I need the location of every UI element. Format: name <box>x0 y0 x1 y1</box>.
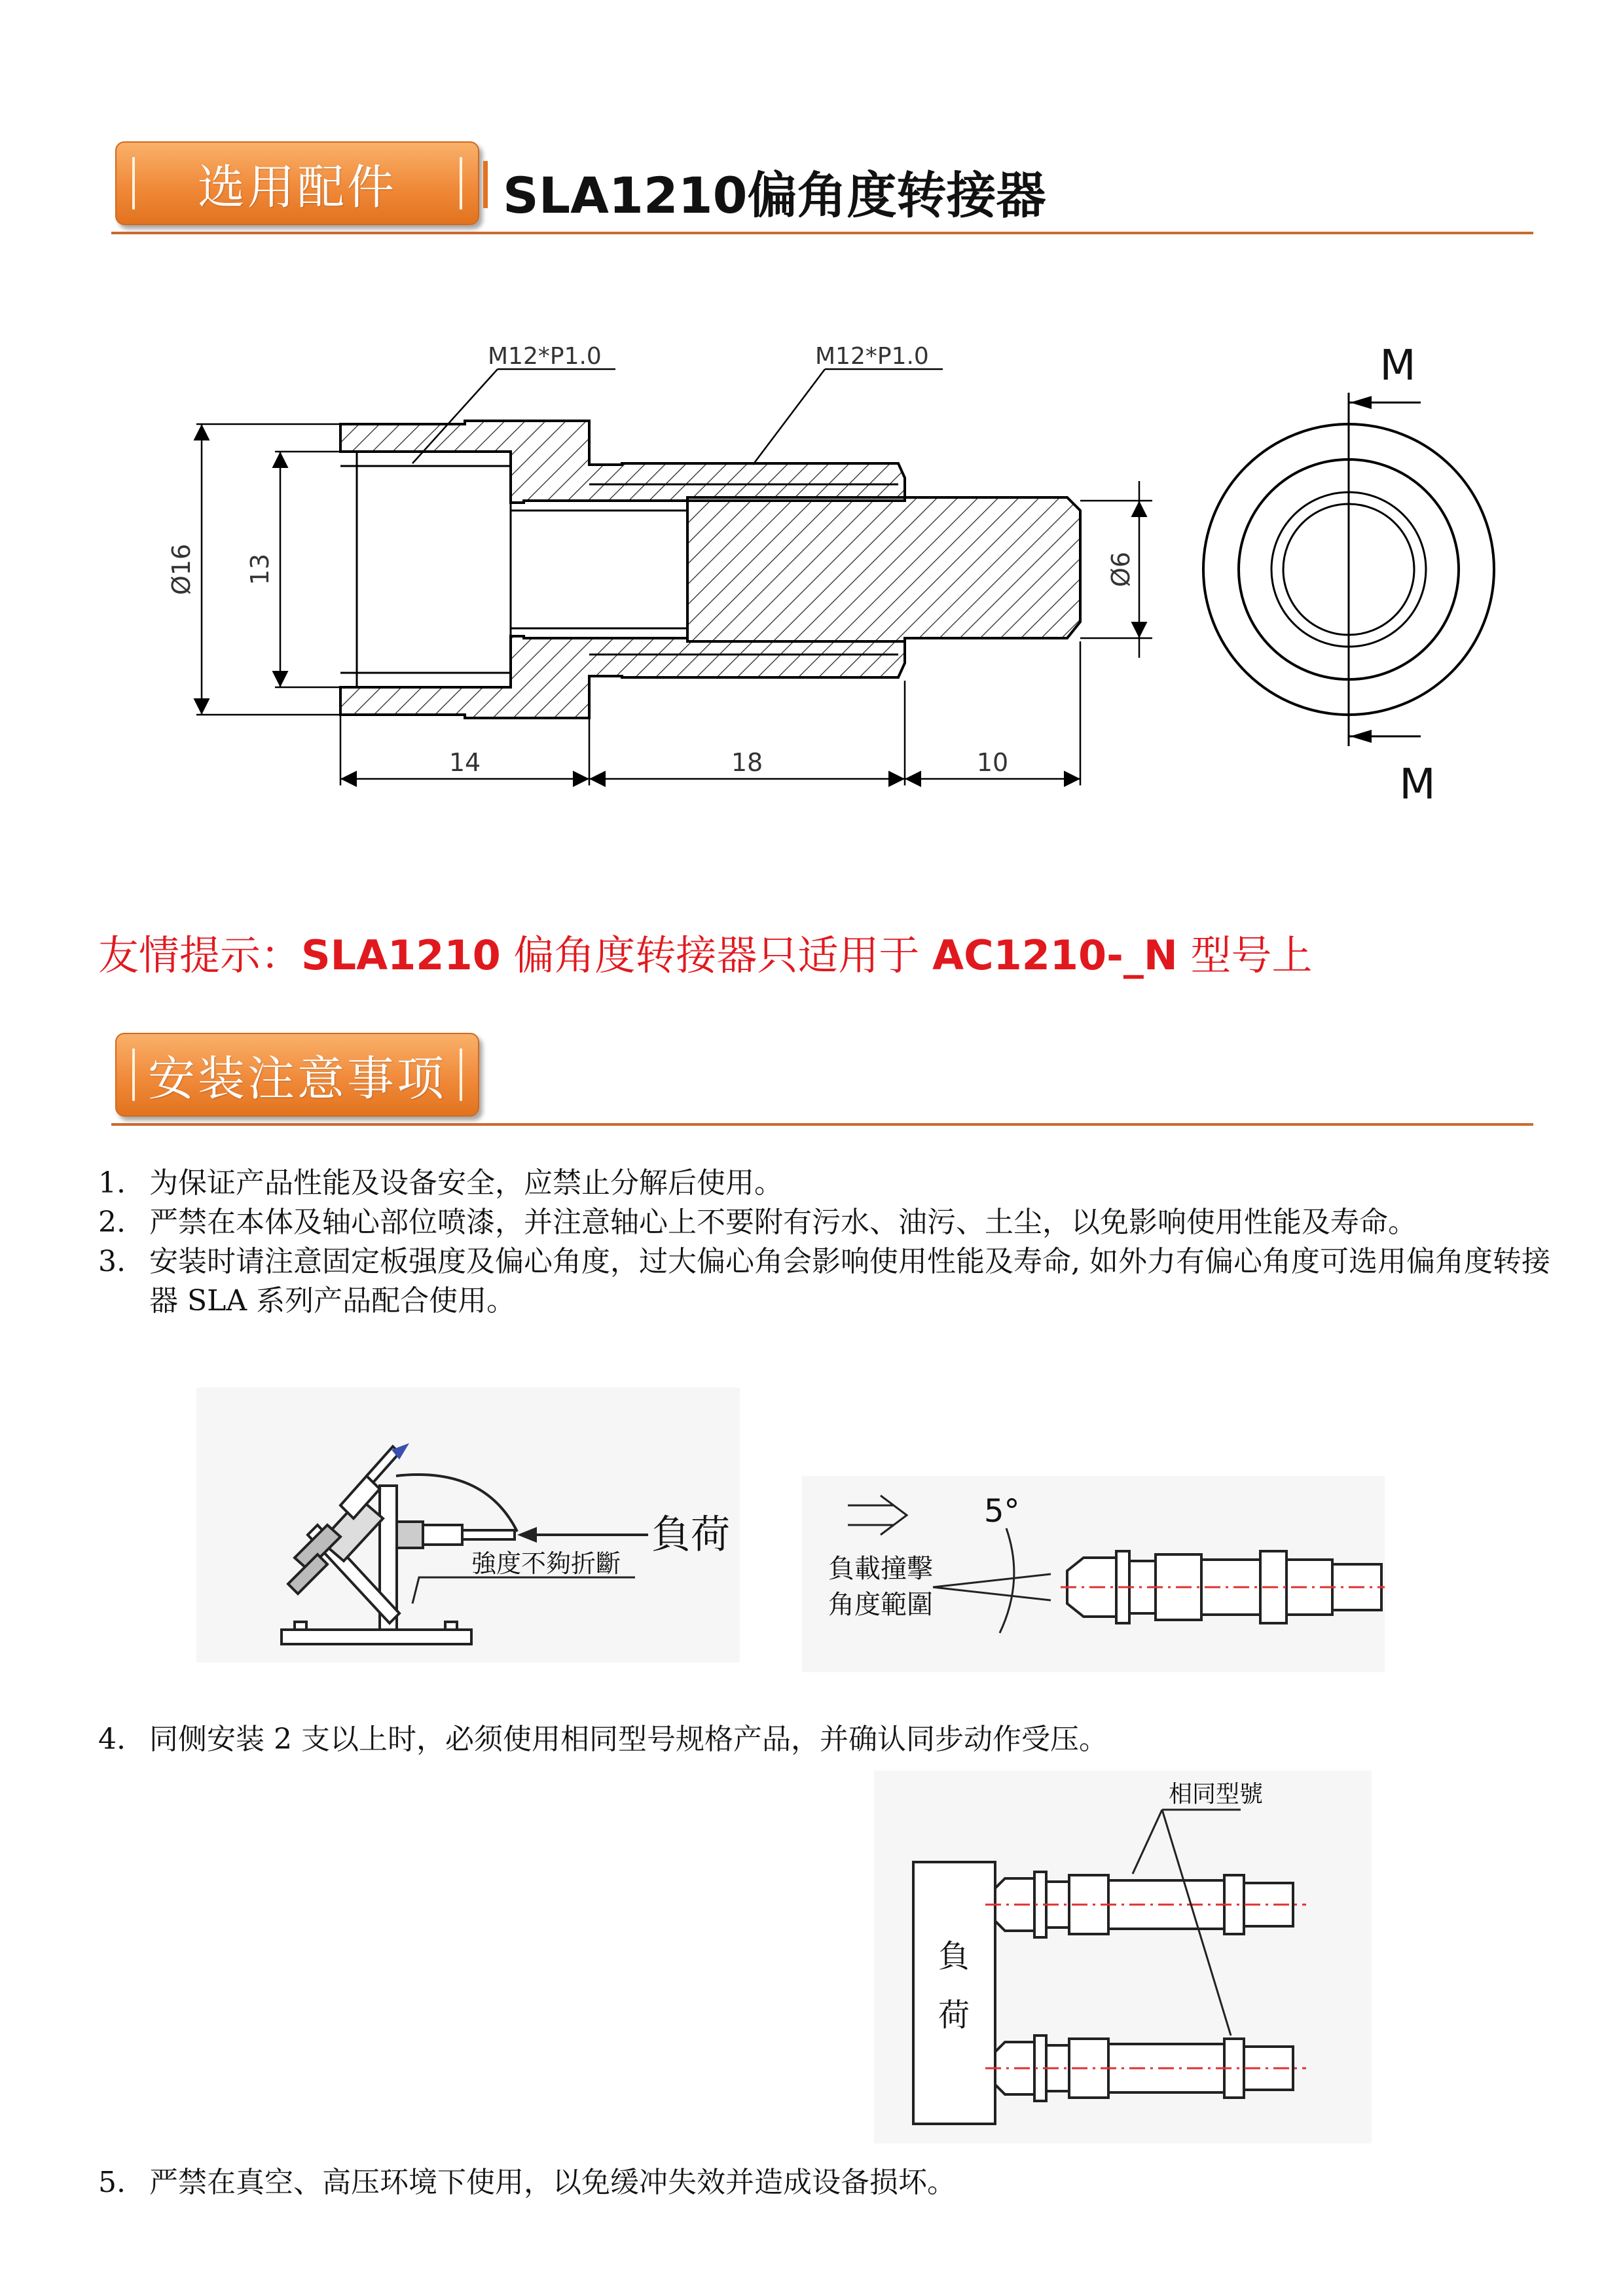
fig2-range-line2: 角度範圍 <box>828 1590 933 1620</box>
tip-prefix: 友情提示： <box>98 931 302 979</box>
tip-model: SLA1210 <box>301 931 501 979</box>
page-title: SLA1210偏角度转接器 <box>503 166 1046 224</box>
fig3-load-char2: 荷 <box>938 1997 970 2034</box>
section-tab-label: 选用配件 <box>197 160 397 215</box>
section-tab <box>115 141 479 225</box>
section-arrows <box>1350 396 1372 743</box>
dim-inner-height: 13 <box>246 553 274 586</box>
note-text: 安装时请注意固定板强度及偏心角度，过大偏心角会影响使用性能及寿命, 如外力有偏心角度可选用偏角度转接器 SLA 系列产品配合使用。 <box>149 1245 1550 1318</box>
figure-bracket-overload <box>196 1388 740 1662</box>
callout-thread-left: M12*P1.0 <box>488 343 602 370</box>
compatibility-tip <box>98 923 1313 981</box>
header-separator <box>483 161 488 208</box>
note-number: 5. <box>98 2166 126 2199</box>
tip-suffix: 型号上 <box>1177 931 1313 979</box>
note-number: 4. <box>98 1723 126 1756</box>
fig1-load-label: 負荷 <box>651 1512 730 1558</box>
header-rule <box>111 1123 1533 1126</box>
fig2-range-line1: 負載撞擊 <box>828 1554 933 1584</box>
note-number: 3. <box>98 1245 126 1278</box>
callout-thread-right: M12*P1.0 <box>815 343 929 370</box>
technical-drawing <box>0 314 1623 838</box>
section-tab <box>115 1033 479 1117</box>
note-text: 为保证产品性能及设备安全，应禁止分解后使用。 <box>149 1166 783 1200</box>
note-number: 2. <box>98 1206 126 1239</box>
notes-list-4 <box>98 1720 1577 1759</box>
section-tab-label: 安装注意事项 <box>147 1051 447 1106</box>
note-number: 1. <box>98 1166 126 1200</box>
dim-shaft-diameter: Ø6 <box>1106 551 1135 588</box>
header-rule <box>111 232 1533 234</box>
section-header-installation <box>111 1028 1533 1126</box>
list-item <box>98 1164 1577 1203</box>
notes-list-top <box>98 1164 1577 1321</box>
list-item <box>98 1242 1577 1321</box>
list-item <box>98 2163 1577 2202</box>
notes-list-5 <box>98 2163 1577 2202</box>
adapter-end-view <box>1203 393 1494 746</box>
figure-angle-range <box>802 1476 1385 1672</box>
fig3-load-char1: 負 <box>938 1938 970 1975</box>
dim-outer-diameter: Ø16 <box>167 543 196 596</box>
tip-middle: 偏角度转接器只适用于 <box>500 931 933 979</box>
figure-parallel-mounting <box>874 1770 1372 2144</box>
section-mark-top: M <box>1379 342 1416 390</box>
tip-target-model: AC1210-_N <box>932 931 1178 979</box>
list-item <box>98 1720 1577 1759</box>
dim-length-3: 10 <box>976 748 1009 777</box>
section-mark-bottom: M <box>1399 761 1436 809</box>
list-item <box>98 1203 1577 1242</box>
note-text: 严禁在本体及轴心部位喷漆，并注意轴心上不要附有污水、油污、土尘，以免影响使用性能及寿命。 <box>149 1206 1417 1239</box>
section-header-accessories <box>111 136 1533 234</box>
fig2-angle-label: 5° <box>984 1493 1020 1530</box>
fig3-same-model-label: 相同型號 <box>1169 1781 1264 1808</box>
fig1-break-label: 強度不夠折斷 <box>471 1549 621 1578</box>
dim-length-1: 14 <box>448 748 481 777</box>
note-text: 严禁在真空、高压环境下使用，以免缓冲失效并造成设备损坏。 <box>149 2166 956 2199</box>
note-text: 同侧安装 2 支以上时，必须使用相同型号规格产品，并确认同步动作受压。 <box>149 1723 1108 1756</box>
dim-length-2: 18 <box>731 748 763 777</box>
